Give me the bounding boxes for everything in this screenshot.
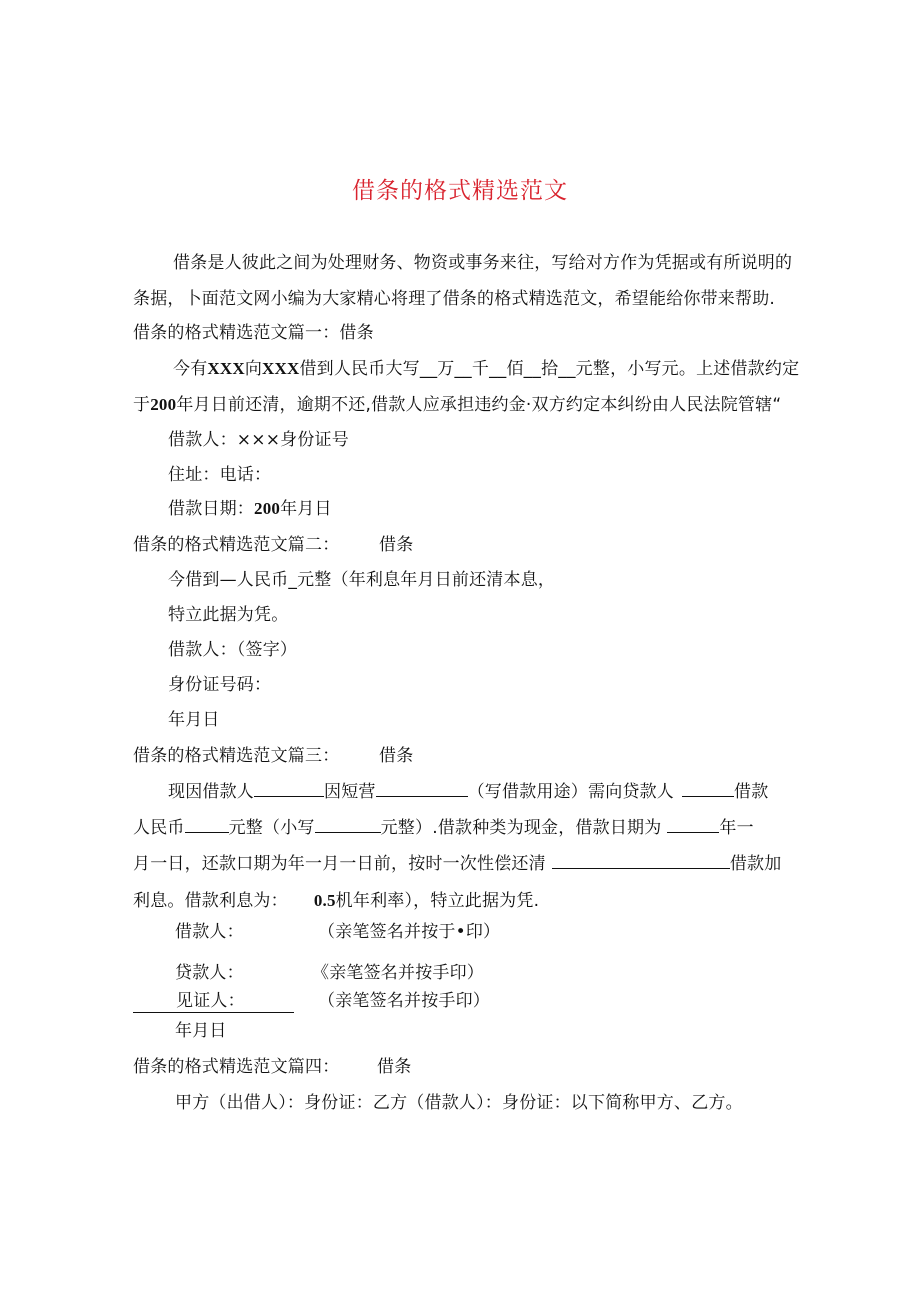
section-3-date: 年月日 <box>175 1021 227 1041</box>
blank-line <box>682 779 734 797</box>
intro-line-1: 借条是人彼此之间为处理财务、物资或事务来往，写给对方作为凭据或有所说明的 <box>173 253 793 273</box>
blank-line <box>254 779 324 797</box>
section-1-loan-date: 借款日期：200年月日 <box>168 499 332 519</box>
intro-line-2: 条据，卜面范文网小编为大家精心将理了借条的格式精选范文，希望能给你带来帮助. <box>133 289 776 309</box>
section-2-line-3: 借款人：（签字） <box>168 640 298 660</box>
section-2-line-1: 今借到—人民币_元整（年利息年月日前还清本息， <box>168 570 556 590</box>
section-3-heading-tail: 借条 <box>379 746 414 766</box>
blank-line <box>315 815 381 833</box>
section-4-line-1: 甲方（出借人）：身份证：乙方（借款人）：身份证：以下简称甲方、乙方。 <box>175 1093 743 1113</box>
section-2-line-5: 年月日 <box>168 710 220 730</box>
section-1-paragraph-line-2: 于200年月日前还清，逾期不还,借款人应承担违约金·双方约定本纠纷由人民法院管辖“ <box>133 395 782 415</box>
section-3-row-4: 利息。借款利息为： 0.5机年利率），特立此据为凭. <box>133 891 540 911</box>
section-3-row-3: 月一日，还款口期为年一月一日前，按时一次性偿还清 借款加 <box>133 851 781 876</box>
borrower-signature-note: （亲笔签名并按于•印） <box>318 922 501 942</box>
section-1-address: 住址：电话： <box>168 465 272 485</box>
section-2-line-4: 身份证号码： <box>168 675 272 695</box>
witness-signature-line <box>133 1012 294 1013</box>
blank-line <box>667 815 719 833</box>
section-2-line-2: 特立此据为凭。 <box>168 605 289 625</box>
section-3-row-1: 现因借款人 因短营 （写借款用途）需向贷款人 借款 <box>168 779 768 804</box>
blank-line <box>185 815 229 833</box>
section-1-paragraph-line-1: 今有XXX向XXX借到人民币大写__万__千__佰__拾__元整，小写元。上述借款约定 <box>173 359 800 379</box>
lender-signature-label: 贷款人： <box>175 963 244 983</box>
section-1-heading: 借条的格式精选范文篇一：借条 <box>133 323 374 343</box>
section-4-heading-tail: 借条 <box>377 1057 412 1077</box>
section-4-heading: 借条的格式精选范文篇四： <box>133 1057 340 1077</box>
document-title: 借条的格式精选范文 <box>352 178 568 204</box>
section-3-heading: 借条的格式精选范文篇三： <box>133 746 340 766</box>
witness-signature-note: （亲笔签名并按手印） <box>318 991 490 1011</box>
section-2-heading-tail: 借条 <box>379 535 414 555</box>
blank-line <box>376 779 468 797</box>
section-1-borrower: 借款人：×××身份证号 <box>168 430 349 450</box>
blank-line <box>552 851 730 869</box>
section-2-heading: 借条的格式精选范文篇二： <box>133 535 340 555</box>
witness-signature-label: 见证人： <box>176 991 245 1011</box>
borrower-signature-label: 借款人： <box>175 922 244 942</box>
lender-signature-note: 《亲笔签名并按手印） <box>312 963 484 983</box>
section-3-row-2: 人民币 元整（小写 元整）.借款种类为现金，借款日期为 年一 <box>133 815 754 840</box>
